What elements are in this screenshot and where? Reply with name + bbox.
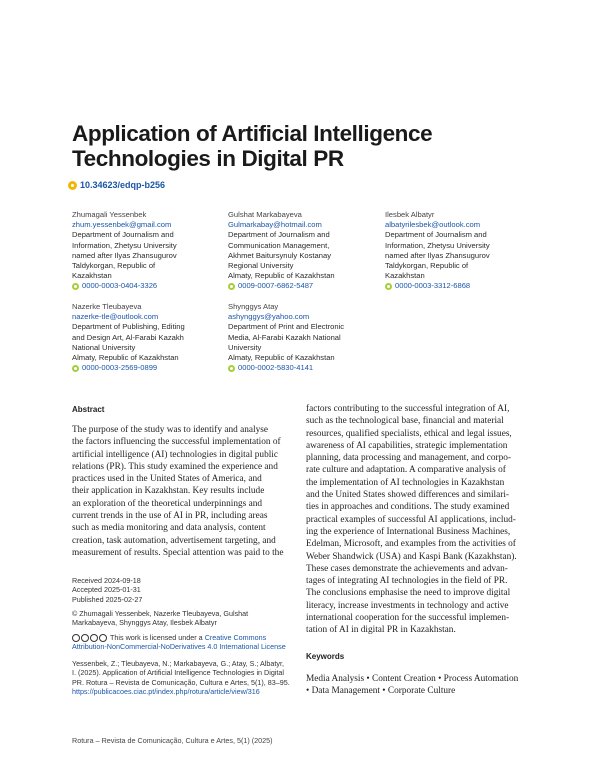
orcid-id: 0009-0007-6862-5487	[238, 281, 314, 291]
author-email[interactable]: Gulmarkabay@hotmail.com	[228, 220, 322, 230]
orcid-id: 0000-0003-0404-3326	[82, 281, 158, 291]
orcid-id: 0000-0003-3312-6868	[395, 281, 471, 291]
abstract-line: awareness of AI capabilities, strategic implementation	[306, 440, 508, 451]
abstract-left-column	[72, 424, 297, 559]
abstract-line: factors contributing to the successful integration of AI,	[306, 404, 510, 414]
abstract-line: and the United States showed differences and similari-	[306, 490, 510, 501]
author-affiliation	[228, 230, 383, 281]
license-notice	[72, 633, 307, 652]
author-block	[228, 210, 383, 292]
orcid-icon	[228, 365, 235, 372]
abstract-line: measurement of results. Special attention was paid to the	[72, 547, 284, 558]
abstract-line: artificial intelligence (AI) technologies in digital public	[72, 449, 279, 460]
author-affiliation	[385, 230, 535, 281]
abstract-line: planning, data processing and management, and corpo-	[306, 453, 511, 464]
affiliation-line: Information, Zhetysu University	[385, 240, 490, 250]
author-affiliation	[72, 322, 222, 363]
doi-text: 10.34623/edqp-b256	[80, 180, 166, 190]
abstract-line: the implementation of AI technologies in Kazakhstan	[306, 477, 505, 488]
citation-line: I. (2025). Application of Artificial Intelligence Technologies in Digital	[72, 668, 285, 678]
abstract-line: rate culture and adaptation. A comparative analysis of	[306, 465, 506, 476]
cc-license-icon	[72, 634, 107, 642]
affiliation-line: Media, Al-Farabi Kazakh National	[228, 332, 341, 342]
affiliation-line: Department of Journalism and	[228, 230, 330, 240]
author-orcid[interactable]	[228, 281, 383, 291]
abstract-line: The conclusions emphasise the need to improve digital	[306, 588, 511, 599]
abstract-line: current trends in the use of AI in PR, including areas	[72, 511, 268, 522]
affiliation-line: Almaty, Republic of Kazakhstan	[228, 271, 335, 281]
affiliation-line: Kazakhstan	[72, 271, 112, 281]
author-name: Nazerke Tleubayeva	[72, 302, 142, 311]
title-line-1: Application of Artificial Intelligence	[72, 121, 433, 146]
abstract-line: ing the experience of International Business Machines,	[306, 526, 511, 537]
author-block	[385, 210, 535, 292]
author-orcid[interactable]	[228, 363, 383, 373]
author-email[interactable]: zhum.yessenbek@gmail.com	[72, 220, 172, 230]
abstract-line: Weber Shandwick (USA) and Kaspi Bank (Kazakhstan).	[306, 551, 517, 562]
abstract-right-column	[306, 403, 536, 637]
abstract-line: tation of AI in digital PR in Kazakhstan.	[306, 625, 456, 636]
author-orcid[interactable]	[385, 281, 535, 291]
publication-dates	[72, 576, 142, 604]
author-orcid[interactable]	[72, 363, 222, 373]
affiliation-line: Information, Zhetysu University	[72, 240, 177, 250]
copyright-notice	[72, 609, 248, 628]
author-block	[228, 302, 383, 373]
author-name: Ilesbek Albatyr	[385, 210, 435, 219]
keywords-list	[306, 673, 546, 698]
copyright-line: Markabayeva, Shynggys Atay, Ilesbek Albatyr	[72, 618, 217, 628]
author-block	[72, 302, 222, 373]
affiliation-line: Department of Print and Electronic	[228, 322, 345, 332]
author-name: Zhumagali Yessenbek	[72, 210, 147, 219]
affiliation-line: Regional University	[228, 261, 294, 271]
abstract-line: creation, task automation, advertisement targeting, and	[72, 535, 276, 546]
orcid-icon	[72, 365, 79, 372]
abstract-line: such as media monitoring and data analysis, content	[72, 523, 266, 534]
affiliation-line: National University	[72, 342, 136, 352]
abstract-line: Edelman, Microsoft, and examples from the activities of	[306, 539, 516, 550]
abstract-line: practices used in the United States of America, and	[72, 474, 262, 485]
published-date: Published 2025-02-27	[72, 594, 143, 604]
license-link-continued[interactable]: Attribution-NonCommercial-NoDerivatives 4.0 International License	[72, 642, 286, 652]
abstract-line: tages of integrating AI technologies in the field of PR.	[306, 576, 508, 587]
title-line-2: Technologies in Digital PR	[72, 146, 344, 171]
affiliation-line: Communication Management,	[228, 240, 330, 250]
received-date: Received 2024-09-18	[72, 576, 141, 585]
abstract-line: These cases demonstrate the achievements and advan-	[306, 563, 508, 574]
affiliation-line: Department of Publishing, Editing	[72, 322, 185, 332]
abstract-line: resources, qualified specialists, ethical and legal issues,	[306, 428, 512, 439]
keywords-line: Media Analysis • Content Creation • Process Automation	[306, 674, 519, 684]
abstract-line: The purpose of the study was to identify and analyse	[72, 425, 268, 435]
affiliation-line: Taldykorgan, Republic of	[385, 261, 469, 271]
author-email[interactable]: ashynggys@yahoo.com	[228, 312, 310, 322]
abstract-line: practical examples of successful AI applications, includ-	[306, 514, 516, 525]
citation-line: PR. Rotura – Revista de Comunicação, Cultura e Artes, 5(1), 83–95.	[72, 677, 290, 687]
orcid-icon	[385, 283, 392, 290]
author-block	[72, 210, 222, 292]
citation-url[interactable]: https://publicacoes.ciac.pt/index.php/rotura/article/view/316	[72, 687, 260, 697]
affiliation-line: Almaty, Republic of Kazakhstan	[72, 353, 179, 363]
citation-line: Yessenbek, Z.; Tleubayeva, N.; Markabayeva, G.; Atay, S.; Albatyr,	[72, 659, 285, 668]
abstract-line: ties in approaches and conditions. The study examined	[306, 502, 510, 513]
article-title	[72, 121, 532, 171]
orcid-icon	[228, 283, 235, 290]
author-name: Shynggys Atay	[228, 302, 279, 311]
author-email[interactable]: albatyrilesbek@outlook.com	[385, 220, 481, 230]
license-prefix: This work is licensed under a	[110, 633, 203, 642]
orcid-icon	[72, 283, 79, 290]
author-orcid[interactable]	[72, 281, 222, 291]
abstract-line: relations (PR). This study examined the experience and	[72, 461, 278, 472]
affiliation-line: Kazakhstan	[385, 271, 425, 281]
abstract-heading: Abstract	[72, 405, 105, 414]
affiliation-line: Almaty, Republic of Kazakhstan	[228, 353, 335, 363]
copyright-line: © Zhumagali Yessenbek, Nazerke Tleubayeva, Gulshat	[72, 609, 249, 618]
affiliation-line: Akhmet Baitursynuly Kostanay	[228, 250, 331, 260]
orcid-id: 0000-0003-2569-0899	[82, 363, 158, 373]
affiliation-line: Taldykorgan, Republic of	[72, 261, 156, 271]
citation-block	[72, 659, 307, 697]
doi-link[interactable]	[68, 180, 165, 190]
abstract-line: their application in Kazakhstan. Key results include	[72, 486, 265, 497]
keywords-heading: Keywords	[306, 652, 345, 661]
affiliation-line: named after Ilyas Zhansugurov	[385, 250, 490, 260]
author-affiliation	[228, 322, 383, 363]
doi-icon	[68, 181, 77, 190]
affiliation-line: University	[228, 342, 262, 352]
affiliation-line: Department of Journalism and	[385, 230, 487, 240]
page-footer: Rotura – Revista de Comunicação, Cultura e Artes, 5(1) (2025)	[72, 736, 273, 745]
affiliation-line: and Design Art, Al-Farabi Kazakh	[72, 332, 184, 342]
author-affiliation	[72, 230, 222, 281]
accepted-date: Accepted 2025-01-31	[72, 585, 141, 595]
abstract-line: literacy, increase investments in technology and active	[306, 600, 509, 611]
abstract-line: international cooperation for the successful implemen-	[306, 613, 510, 624]
license-link[interactable]: Creative Commons	[204, 633, 267, 642]
abstract-line: the factors influencing the successful implementation of	[72, 437, 281, 448]
orcid-id: 0000-0002-5830-4141	[238, 363, 314, 373]
affiliation-line: Department of Journalism and	[72, 230, 174, 240]
author-email[interactable]: nazerke-tle@outlook.com	[72, 312, 159, 322]
keywords-line: • Data Management • Corporate Culture	[306, 686, 456, 697]
abstract-line: an exploration of the theoretical underpinnings and	[72, 498, 263, 509]
author-name: Gulshat Markabayeva	[228, 210, 302, 219]
affiliation-line: named after Ilyas Zhansugurov	[72, 250, 177, 260]
abstract-line: such as the technological base, financial and material	[306, 416, 504, 427]
